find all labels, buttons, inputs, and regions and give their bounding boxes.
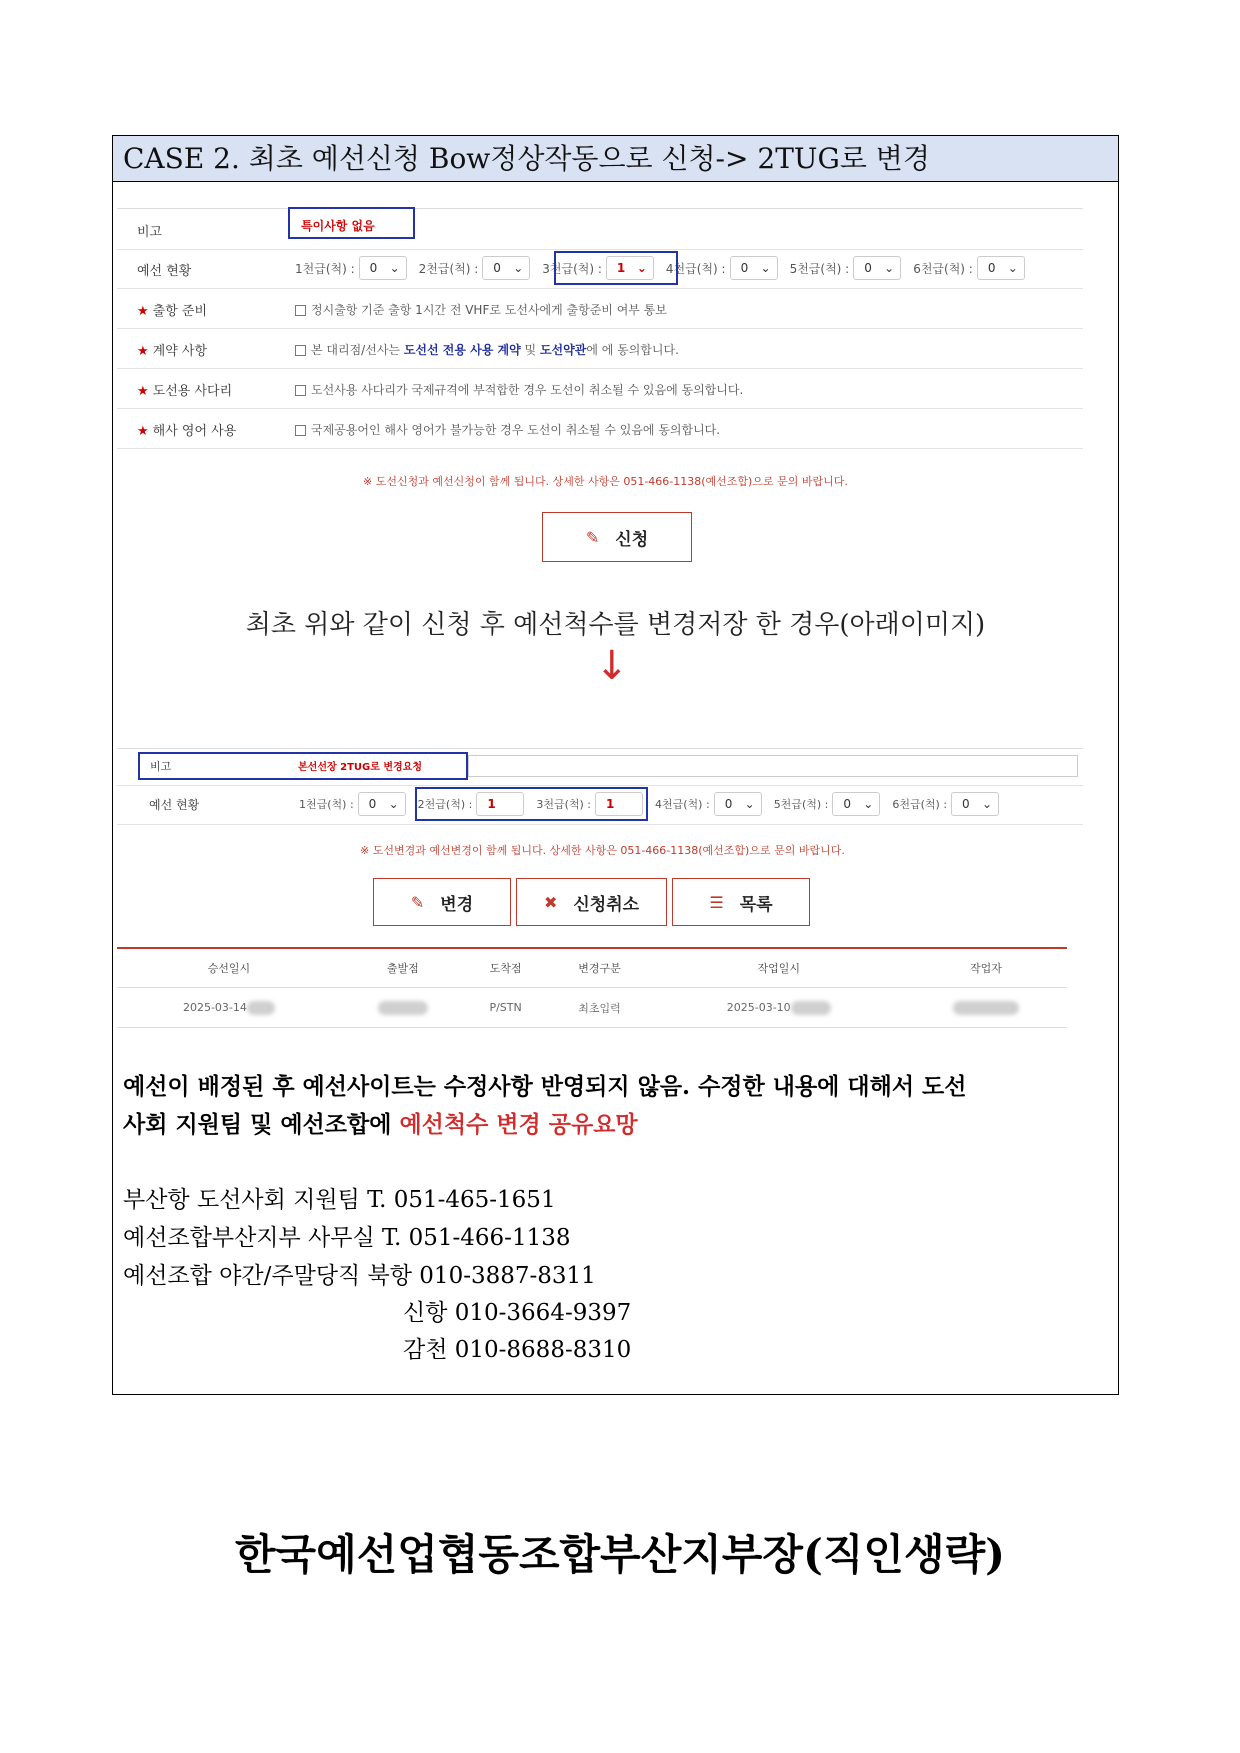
grade-6: 6천급(척) : 0 ⌄ bbox=[892, 792, 999, 816]
table-cell: 2025-03-10 bbox=[726, 1000, 791, 1014]
apply-notice: ※ 도선신청과 예선신청이 함께 됩니다. 상세한 사항은 051-466-1138(예선조합)으로 문의 바랍니다. bbox=[363, 475, 848, 488]
table-row bbox=[117, 988, 1067, 1028]
chevron-down-icon: ⌄ bbox=[863, 797, 874, 811]
remark-row-2 bbox=[117, 748, 1083, 786]
departure-prep-row bbox=[117, 288, 1083, 329]
grade-5 bbox=[790, 256, 902, 280]
footer-signature: 한국예선업협동조합부산지부장(직인생략) bbox=[234, 1530, 1006, 1579]
ladder-checkbox[interactable] bbox=[295, 385, 306, 396]
grade-2: 2천급(척) : 1 bbox=[418, 792, 525, 816]
contract-row: ★ 계약 사항 본 대리점/선사는 도선선 전용 사용 계약 및 도선약관에 에 동의합니다. bbox=[117, 328, 1083, 369]
english-text: 국제공용어인 해사 영어가 불가능한 경우 도선이 취소될 수 있음에 동의합니다. bbox=[311, 423, 721, 437]
chevron-down-icon: ⌄ bbox=[636, 261, 647, 275]
chevron-down-icon: ⌄ bbox=[389, 261, 400, 275]
english-checkbox[interactable] bbox=[295, 425, 306, 436]
grade-label: 4천급(척) : bbox=[665, 261, 726, 276]
grade-2-select[interactable]: 1 bbox=[476, 792, 524, 816]
chevron-down-icon: ⌄ bbox=[513, 261, 524, 275]
grade-2 bbox=[419, 256, 531, 280]
departure-prep-text: 정시출항 기준 출항 1시간 전 VHF로 도선사에게 출항준비 여부 통보 bbox=[311, 303, 667, 317]
ladder-text: 도선사용 사다리가 국제규격에 부적합한 경우 도선이 취소될 수 있음에 동의합니다. bbox=[311, 383, 744, 397]
english-row bbox=[117, 408, 1083, 449]
table-header: 출발점 bbox=[341, 948, 465, 988]
case-title: CASE 2. 최초 예선신청 Bow정상작동으로 신청-> 2TUG로 변경 bbox=[113, 136, 1118, 182]
table-cell: 2025-03-14 bbox=[182, 1000, 247, 1014]
arrow-down-icon: ↓ bbox=[595, 643, 629, 689]
redacted-blur bbox=[953, 1001, 1019, 1015]
grade-label: 5천급(척) : bbox=[789, 261, 850, 276]
grade-5-select[interactable]: 0 ⌄ bbox=[832, 792, 880, 816]
table-header: 작업일시 bbox=[653, 948, 905, 988]
grade-5-select[interactable]: 0 ⌄ bbox=[853, 256, 901, 280]
table-header: 변경구분 bbox=[546, 948, 652, 988]
grade-2-3-highlight bbox=[415, 787, 648, 821]
grade-2-select[interactable]: 0 ⌄ bbox=[482, 256, 530, 280]
remark-row bbox=[117, 208, 1083, 250]
table-cell: 최초입력 bbox=[546, 988, 652, 1028]
chevron-down-icon: ⌄ bbox=[1007, 261, 1018, 275]
mid-caption: 최초 위와 같이 신청 후 예선척수를 변경저장 한 경우(아래이미지) bbox=[245, 610, 986, 640]
grade-4: 4천급(척) : 0 ⌄ bbox=[655, 792, 762, 816]
table-header: 도착점 bbox=[465, 948, 547, 988]
remark-label-2: 비고 bbox=[150, 760, 172, 773]
grade-3-select[interactable]: 1 ⌄ bbox=[606, 256, 654, 280]
pencil-icon: ✎ bbox=[585, 527, 600, 547]
contact-4: 신항 010-3664-9397 bbox=[403, 1300, 632, 1326]
pencil-icon: ✎ bbox=[410, 892, 425, 912]
apply-button[interactable]: ✎ 신청 bbox=[542, 512, 692, 562]
redacted-blur bbox=[378, 1001, 428, 1015]
grade-4 bbox=[666, 256, 778, 280]
tug-status-row bbox=[117, 248, 1083, 289]
info-emphasis: 예선척수 변경 공유요망 bbox=[399, 1111, 638, 1138]
chevron-down-icon: ⌄ bbox=[744, 797, 755, 811]
grade-3-select[interactable]: 1 bbox=[595, 792, 643, 816]
tug-status-label: 예선 현황 bbox=[137, 264, 192, 279]
grade-3: 3천급(척) : 1 bbox=[536, 792, 643, 816]
grade-label: 3천급(척) : bbox=[542, 261, 602, 276]
contract-label: 계약 사항 bbox=[152, 344, 208, 359]
change-notice: ※ 도선변경과 예선변경이 함께 됩니다. 상세한 사항은 051-466-1138(예선조합)으로 문의 바랍니다. bbox=[360, 844, 845, 857]
english-label: 해사 영어 사용 bbox=[152, 424, 237, 439]
chevron-down-icon: ⌄ bbox=[884, 261, 895, 275]
departure-prep-checkbox[interactable] bbox=[295, 305, 306, 316]
grade-1 bbox=[295, 256, 407, 280]
list-button[interactable]: ☰ 목록 bbox=[672, 878, 810, 926]
case-box bbox=[112, 135, 1119, 1395]
chevron-down-icon: ⌄ bbox=[981, 797, 993, 811]
tug-status-row-2 bbox=[117, 784, 1083, 825]
redacted-blur bbox=[247, 1001, 275, 1015]
table-header-row bbox=[117, 948, 1067, 988]
contact-1: 부산항 도선사회 지원팀 T. 051-465-1651 bbox=[123, 1187, 556, 1213]
grade-4-select[interactable]: 0 ⌄ bbox=[714, 792, 762, 816]
close-icon: ✖ bbox=[543, 892, 558, 912]
grade-1-select[interactable]: 0 ⌄ bbox=[359, 256, 407, 280]
remark-input-2[interactable] bbox=[468, 755, 1078, 777]
grade-1: 1천급(척) : 0 ⌄ bbox=[299, 792, 406, 816]
ladder-row bbox=[117, 368, 1083, 409]
chevron-down-icon: ⌄ bbox=[760, 261, 771, 275]
remark-label: 비고 bbox=[137, 225, 163, 240]
grade-label: 6천급(척) : bbox=[913, 261, 973, 276]
tug-status-label-2: 예선 현황 bbox=[149, 798, 200, 812]
contract-link[interactable]: 도선선 전용 사용 계약 bbox=[403, 343, 521, 357]
required-icon: ★ bbox=[137, 344, 149, 359]
grade-3-highlight bbox=[554, 251, 678, 285]
table-cell: P/STN bbox=[465, 988, 547, 1028]
ladder-label: 도선용 사다리 bbox=[152, 384, 233, 399]
contact-2: 예선조합부산지부 사무실 T. 051-466-1138 bbox=[123, 1225, 571, 1251]
contact-3: 예선조합 야간/주말당직 북항 010-3887-8311 bbox=[123, 1263, 596, 1289]
terms-link[interactable]: 도선약관 bbox=[539, 343, 587, 357]
grade-group-2 bbox=[299, 792, 999, 816]
grade-6-select[interactable]: 0 ⌄ bbox=[977, 256, 1025, 280]
grade-6-select[interactable]: 0 ⌄ bbox=[951, 792, 999, 816]
grade-label: 1천급(척) : bbox=[295, 261, 355, 276]
change-button[interactable]: ✎ 변경 bbox=[373, 878, 511, 926]
grade-4-select[interactable]: 0 ⌄ bbox=[730, 256, 778, 280]
list-icon: ☰ bbox=[709, 892, 724, 912]
grade-label: 2천급(척) : bbox=[418, 261, 479, 276]
departure-prep-label: 출항 준비 bbox=[152, 304, 208, 319]
required-icon: ★ bbox=[137, 384, 149, 399]
grade-6 bbox=[913, 256, 1025, 280]
table-header: 작업자 bbox=[905, 948, 1067, 988]
chevron-down-icon: ⌄ bbox=[388, 797, 399, 811]
info-line-2: 사회 지원팀 및 예선조합에 예선척수 변경 공유요망 bbox=[123, 1111, 638, 1138]
required-icon: ★ bbox=[137, 304, 149, 319]
remark-value-2[interactable]: 본선선장 2TUG로 변경요청 bbox=[298, 762, 423, 773]
cancel-application-button[interactable]: ✖ 신청취소 bbox=[516, 878, 667, 926]
grade-1-select[interactable]: 0 ⌄ bbox=[358, 792, 406, 816]
contract-checkbox[interactable] bbox=[295, 345, 306, 356]
info-line-1: 예선이 배정된 후 예선사이트는 수정사항 반영되지 않음. 수정한 내용에 대해서 도선 bbox=[123, 1073, 967, 1100]
history-table bbox=[117, 947, 1067, 1028]
grade-5: 5천급(척) : 0 ⌄ bbox=[774, 792, 881, 816]
redacted-blur bbox=[791, 1001, 831, 1015]
remark-value[interactable]: 특이사항 없음 bbox=[301, 219, 375, 233]
contact-5: 감천 010-8688-8310 bbox=[403, 1337, 632, 1363]
required-icon: ★ bbox=[137, 424, 149, 439]
table-header: 승선일시 bbox=[117, 948, 341, 988]
